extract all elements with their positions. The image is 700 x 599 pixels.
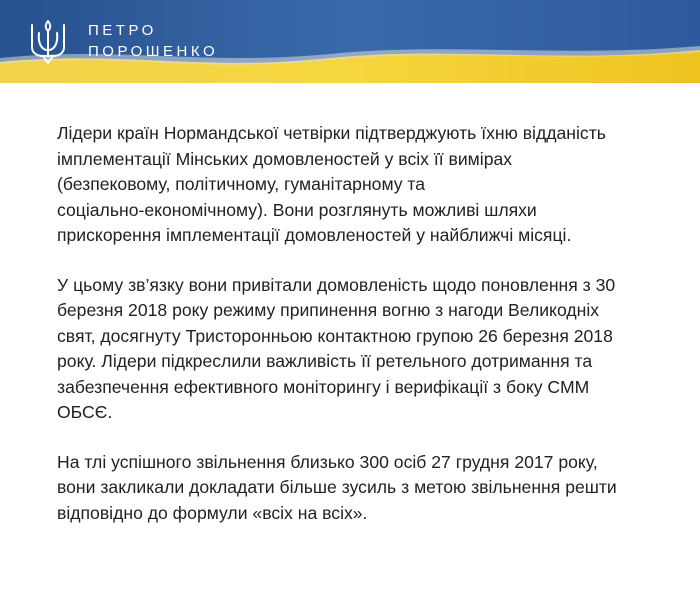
text-line: імплементації Мінських домовленостей у всіх її вимірах xyxy=(57,148,513,169)
text-line: відповідно до формули «всіх на всіх». xyxy=(57,502,368,523)
text-line: прискорення імплементації домовленостей у найближчі місяці. xyxy=(57,225,572,245)
text-line: ОБСЄ. xyxy=(57,402,113,422)
header-banner xyxy=(0,0,700,83)
paragraph xyxy=(57,121,667,249)
text-line: соціально-економічному). Вони розглянуть можливі шляхи xyxy=(57,199,537,220)
text-line: На тлі успішного звільнення близько 300 осіб 27 грудня 2017 року, xyxy=(57,451,598,472)
text-line: забезпечення ефективного моніторингу і верифікації з боку СММ xyxy=(57,376,590,397)
text-line: вони закликали докладати більше зусиль з метою звільнення решти xyxy=(57,477,617,497)
text-line: (безпековому, політичному, гуманітарному та xyxy=(57,174,426,194)
text-line: У цьому зв’язку вони привітали домовленість щодо поновлення з 30 xyxy=(57,274,616,295)
statement-text xyxy=(57,121,667,550)
text-line: березня 2018 року режиму припинення вогню з нагоди Великодніх xyxy=(57,300,600,320)
paragraph xyxy=(57,450,667,527)
text-line: року. Лідери підкреслили важливість її ретельного дотримання та xyxy=(57,351,593,371)
brand-first-name: ПЕТРО xyxy=(88,22,157,39)
trident-icon xyxy=(27,19,69,65)
text-line: Лідери країн Нормандської четвірки підтверджують їхню відданість xyxy=(57,123,606,143)
brand-last-name: ПОРОШЕНКО xyxy=(88,43,219,60)
brand-name xyxy=(88,20,218,62)
paragraph xyxy=(57,273,667,426)
text-line: свят, досягнуту Тристоронньою контактною групою 26 березня 2018 xyxy=(57,325,613,346)
